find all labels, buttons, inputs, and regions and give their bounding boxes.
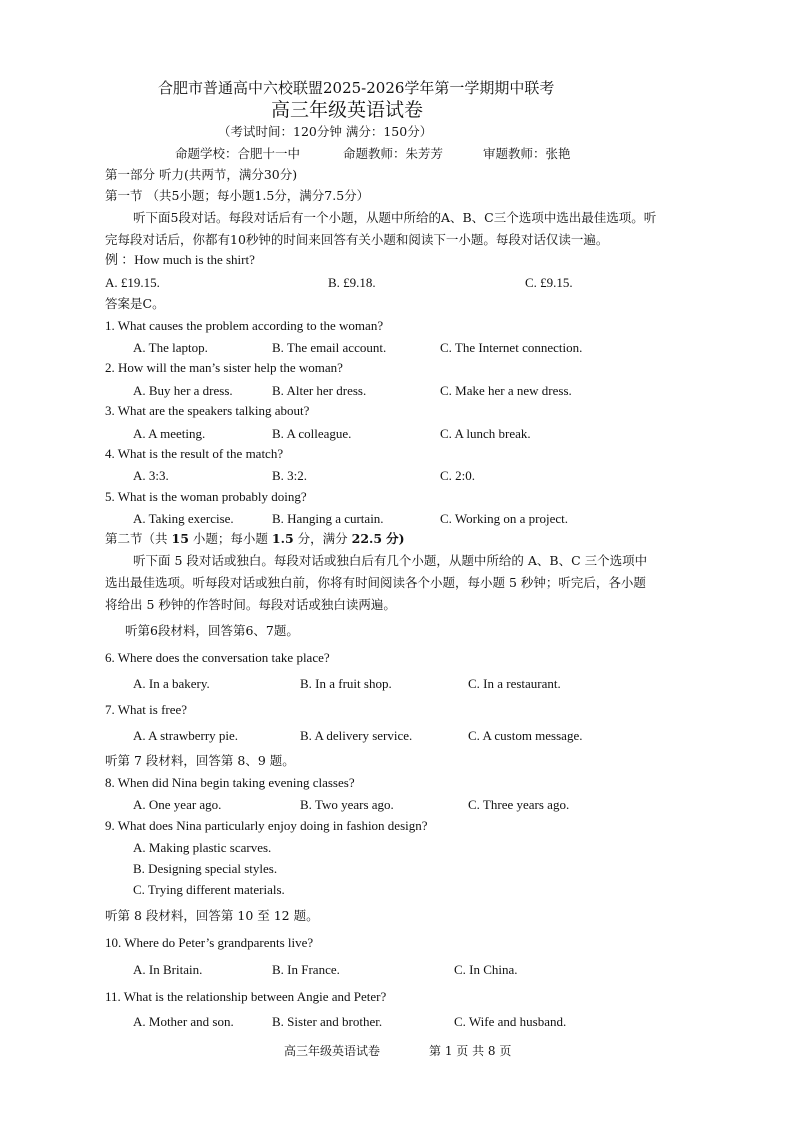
listen-prompt: 听第 8 段材料，回答第 10 至 12 题。 xyxy=(105,908,319,923)
question-text: 5. What is the woman probably doing? xyxy=(105,489,307,504)
question-text: 9. What does Nina particularly enjoy doing in fashion design? xyxy=(105,818,428,833)
option: C. Make her a new dress. xyxy=(440,383,572,398)
question-text: 3. What are the speakers talking about? xyxy=(105,403,310,418)
option: B. Two years ago. xyxy=(300,797,394,812)
exam-info: （考试时间：120分钟 满分：150分） xyxy=(218,124,433,139)
example-option: C. £9.15. xyxy=(525,275,573,290)
option: B. In a fruit shop. xyxy=(300,676,392,691)
page-title: 高三年级英语试卷 xyxy=(271,99,424,121)
section1-instruction: 听下面5段对话。每段对话后有一个小题，从题中所给的A、B、C三个选项中选出最佳选项。听 xyxy=(133,210,657,225)
footer-title: 高三年级英语试卷 xyxy=(284,1044,381,1058)
option: A. Mother and son. xyxy=(133,1014,234,1029)
option: A. In Britain. xyxy=(133,962,203,977)
question-text: 2. How will the man’s sister help the woman? xyxy=(105,360,343,375)
option: C. Trying different materials. xyxy=(133,882,285,897)
option: C. 2:0. xyxy=(440,468,476,483)
example-answer: 答案是C。 xyxy=(105,296,165,311)
listen-prompt: 听第6段材料，回答第6、7题。 xyxy=(125,623,299,638)
question-text: 8. When did Nina begin taking evening classes? xyxy=(105,775,355,790)
option: A. A strawberry pie. xyxy=(133,728,239,743)
option: C. Three years ago. xyxy=(468,797,570,812)
section2-instruction: 将给出 5 秒钟的作答时间。每段对话或独白读两遍。 xyxy=(105,597,396,612)
option: B. In France. xyxy=(272,962,340,977)
option: B. Alter her dress. xyxy=(272,383,367,398)
option: B. A delivery service. xyxy=(300,728,413,743)
option: C. In China. xyxy=(454,962,518,977)
option: B. Hanging a curtain. xyxy=(272,511,384,526)
question-text: 11. What is the relationship between Angie and Peter? xyxy=(105,989,387,1004)
question-text: 4. What is the result of the match? xyxy=(105,446,284,461)
option: B. Designing special styles. xyxy=(133,861,278,876)
section2-instruction: 听下面 5 段对话或独白。每段对话或独白后有几个小题，从题中所给的 A、B、C 三个选项中 xyxy=(133,553,648,568)
option: A. The laptop. xyxy=(133,340,208,355)
question-text: 7. What is free? xyxy=(105,702,188,717)
section1-instruction: 完每段对话后，你都有10秒钟的时间来回答有关小题和阅读下一小题。每段对话仅读一遍。 xyxy=(105,232,609,247)
option: B. The email account. xyxy=(272,340,387,355)
option: A. One year ago. xyxy=(133,797,222,812)
listen-prompt: 听第 7 段材料，回答第 8、9 题。 xyxy=(105,753,295,768)
option: B. A colleague. xyxy=(272,426,352,441)
option: C. A lunch break. xyxy=(440,426,531,441)
option: C. Working on a project. xyxy=(440,511,568,526)
option: B. Sister and brother. xyxy=(272,1014,383,1029)
exam-header-line: 合肥市普通高中六校联盟2025-2026学年第一学期期中联考 xyxy=(158,79,555,97)
page-number: 第 1 页 共 8 页 xyxy=(429,1044,512,1058)
option: A. 3:3. xyxy=(133,468,169,483)
option: C. Wife and husband. xyxy=(454,1014,567,1029)
option: B. 3:2. xyxy=(272,468,308,483)
example-option: B. £9.18. xyxy=(328,275,376,290)
author-school: 命题学校：合肥十一中 xyxy=(175,146,301,161)
part1-heading: 第一部分 听力(共两节，满分30分) xyxy=(105,167,298,182)
section2-instruction: 选出最佳选项。听每段对话或独白前，你将有时间阅读各个小题，每小题 5 秒钟；听完后，各小题 xyxy=(105,575,646,590)
option: C. A custom message. xyxy=(468,728,583,743)
question-text: 6. Where does the conversation take place? xyxy=(105,650,330,665)
author-teacher: 命题教师：朱芳芳 xyxy=(343,146,444,161)
option: A. In a bakery. xyxy=(133,676,210,691)
question-text: 10. Where do Peter’s grandparents live? xyxy=(105,935,314,950)
question-text: 1. What causes the problem according to the woman? xyxy=(105,318,384,333)
author-reviewer: 审题教师：张艳 xyxy=(483,146,571,161)
section1-heading: 第一节 （共5小题；每小题1.5分，满分7.5分） xyxy=(105,188,370,203)
option: A. Making plastic scarves. xyxy=(133,840,272,855)
option: C. In a restaurant. xyxy=(468,676,561,691)
example-option: A. £19.15. xyxy=(105,275,160,290)
option: C. The Internet connection. xyxy=(440,340,583,355)
section2-heading: 第二节（共 15 小题；每小题 1.5 分，满分 22.5 分) xyxy=(105,531,405,546)
option: A. Taking exercise. xyxy=(133,511,234,526)
option: A. A meeting. xyxy=(133,426,206,441)
option: A. Buy her a dress. xyxy=(133,383,233,398)
example-question: 例 ：How much is the shirt? xyxy=(105,252,255,267)
